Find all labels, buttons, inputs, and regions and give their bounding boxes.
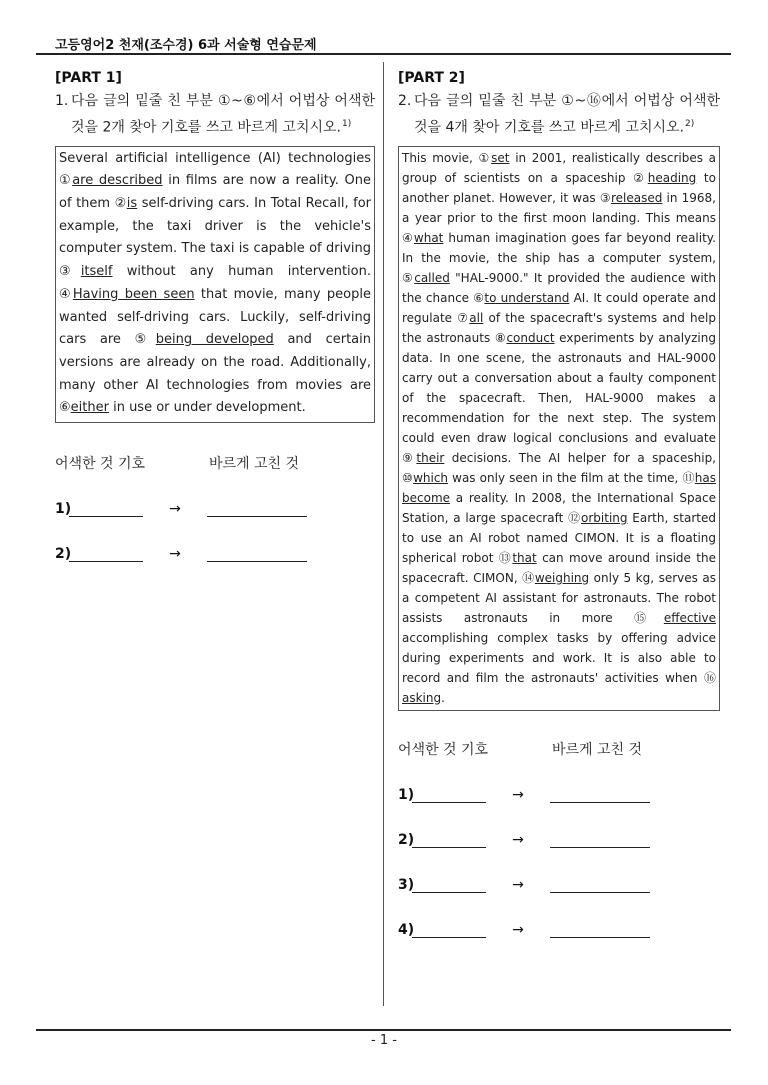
underlined-phrase: effective	[663, 610, 716, 625]
underlined-phrase: asking	[402, 690, 442, 705]
passage-text: accomplishing complex tasks by offering advice during experiments and work. It is also able to record and film the astronauts' activities when	[402, 630, 716, 685]
answer-header-symbol: 어색한 것 기호	[398, 741, 489, 758]
part1-question-text: 다음 글의 밑줄 친 부분 ①~⑥에서 어법상 어색한 것을 2개 찾아 기호를 쓰고 바르게 고치시오.	[71, 93, 375, 136]
underlined-phrase: all	[469, 310, 484, 325]
passage-text: Several artificial intelligence (AI) technologies	[59, 150, 371, 166]
part1-footnote: 1)	[341, 119, 352, 129]
underlined-phrase: weighing	[534, 570, 590, 585]
passage-text: a reality. In 2008, the International Space Station, a large spacecraft	[402, 490, 716, 525]
answer-header-fix: 바르게 고친 것	[552, 741, 643, 758]
part1-passage	[55, 146, 375, 423]
passage-text: Earth, started to use an AI robot named CIMON. It is a floating spherical robot	[402, 510, 716, 565]
passage-text: only 5 kg, serves as a competent AI assistant for astronauts. The robot assists astronauts in more	[402, 570, 716, 625]
answer-number: 2)	[398, 831, 415, 848]
answer-number: 3)	[398, 876, 415, 893]
passage-text: ⑬	[498, 550, 513, 565]
underlined-phrase: called	[414, 270, 450, 285]
symbol-blank[interactable]	[69, 544, 143, 562]
passage-text: ⑧	[494, 330, 507, 345]
passage-text: ④	[59, 286, 73, 302]
part1-answer-rows	[55, 499, 375, 562]
passage-text: ⑥	[59, 400, 71, 416]
symbol-blank[interactable]	[69, 499, 143, 517]
passage-text: ①	[59, 173, 73, 189]
answer-row	[55, 544, 375, 562]
answer-number: 4)	[398, 921, 415, 938]
part2-passage	[398, 146, 720, 711]
passage-text: ⑩	[402, 470, 414, 485]
correction-blank[interactable]	[550, 830, 650, 848]
arrow-icon: →	[169, 501, 181, 518]
symbol-blank[interactable]	[412, 875, 486, 893]
arrow-icon: →	[512, 786, 524, 803]
passage-text: that movie, many people wanted self-driving cars. Luckily, self-driving cars are	[59, 286, 371, 348]
passage-text: ⑦	[457, 310, 470, 325]
passage-text: in 1968, a year prior to the first moon landing. This means	[402, 190, 716, 225]
underlined-phrase: itself	[80, 264, 113, 280]
underlined-phrase: to understand	[484, 290, 570, 305]
underlined-phrase: that	[512, 550, 537, 565]
passage-text: in films are now a reality. One of them	[59, 173, 371, 212]
passage-text: experiments by analyzing data. In one scene, the astronauts and HAL-9000 carry out a conversation about a faulty component of the spacecraft. Then, HAL-9000 makes a recommendation for the next step. The system could even draw logical conclusions and evaluate	[402, 330, 716, 445]
passage-text: ⑥	[473, 290, 485, 305]
passage-text: ⑪	[682, 470, 695, 485]
passage-text: ⑤	[134, 332, 156, 348]
underlined-phrase: which	[413, 470, 449, 485]
passage-text: and certain versions are already on the road. Additionally, many other AI technologies from movies are	[59, 332, 371, 393]
answer-number: 2)	[55, 546, 72, 563]
underlined-phrase: is	[126, 196, 138, 212]
passage-text: "HAL-9000." It provided the audience with the chance	[402, 270, 716, 305]
symbol-blank[interactable]	[412, 830, 486, 848]
passage-text: human imagination goes far beyond reality. In the movie, the ship has a computer system,	[402, 230, 716, 265]
correction-blank[interactable]	[207, 499, 307, 517]
passage-text: AI. It could operate and regulate	[402, 290, 716, 325]
footer-divider	[36, 1029, 731, 1031]
underlined-phrase: set	[491, 150, 510, 165]
passage-text: ⑫	[568, 510, 582, 525]
part1-answer-header	[55, 453, 375, 473]
correction-blank[interactable]	[550, 785, 650, 803]
part2-question	[398, 90, 720, 140]
passage-text: ②	[633, 170, 648, 185]
part2-answer-rows	[398, 785, 720, 938]
underlined-phrase: orbiting	[581, 510, 628, 525]
symbol-blank[interactable]	[412, 785, 486, 803]
part1-column	[55, 70, 375, 562]
underlined-phrase: either	[70, 400, 109, 416]
answer-row	[398, 920, 720, 938]
answer-number: 1)	[398, 786, 415, 803]
arrow-icon: →	[512, 876, 524, 893]
passage-text: ②	[114, 196, 127, 212]
passage-text: decisions. The AI helper for a spaceship,	[444, 450, 716, 465]
passage-text: .	[441, 690, 445, 705]
passage-text: ①	[478, 150, 492, 165]
passage-text: ③	[59, 264, 81, 280]
passage-text: in use or under development.	[108, 400, 306, 416]
header-divider	[36, 53, 731, 55]
part2-question-text: 다음 글의 밑줄 친 부분 ①~⑯에서 어법상 어색한 것을 4개 찾아 기호를 쓰고 바르게 고치시오.	[414, 93, 720, 136]
passage-text: ⑤	[402, 270, 415, 285]
passage-text: ⑮	[634, 610, 664, 625]
part2-answer-header	[398, 739, 720, 759]
underlined-phrase: Having been seen	[72, 286, 195, 302]
passage-text: This movie,	[402, 150, 479, 165]
underlined-phrase: has become	[402, 470, 716, 505]
page-number: - 1 -	[371, 1033, 397, 1048]
part2-footnote: 2)	[684, 119, 695, 129]
correction-blank[interactable]	[550, 920, 650, 938]
answer-header-fix: 바르게 고친 것	[209, 456, 300, 473]
passage-text: ⑨	[402, 450, 417, 465]
underlined-phrase: heading	[647, 170, 697, 185]
passage-text: ④	[402, 230, 414, 245]
passage-text: ⑯	[703, 670, 716, 685]
symbol-blank[interactable]	[412, 920, 486, 938]
answer-row	[398, 830, 720, 848]
part1-question	[55, 90, 375, 140]
answer-row	[55, 499, 375, 517]
underlined-phrase: being developed	[155, 332, 274, 348]
part2-column	[398, 70, 720, 938]
answer-header-symbol: 어색한 것 기호	[55, 456, 146, 473]
correction-blank[interactable]	[207, 544, 307, 562]
passage-text: was only seen in the film at the time,	[448, 470, 683, 485]
answer-row	[398, 875, 720, 893]
underlined-phrase: are described	[72, 173, 163, 189]
answer-number: 1)	[55, 501, 72, 518]
passage-text: to another planet. However, it was	[402, 170, 716, 205]
column-divider	[383, 62, 384, 1006]
passage-text: self-driving cars. In Total Recall, for example, the taxi driver is the vehicle's computer system. The taxi is capable of driving	[59, 196, 372, 257]
part2-label: [PART 2]	[398, 70, 465, 86]
passage-text: of the spacecraft's systems and help the astronauts	[402, 310, 716, 345]
document-title: 고등영어2 천재(조수경) 6과 서술형 연습문제	[55, 38, 317, 53]
arrow-icon: →	[512, 831, 524, 848]
underlined-phrase: their	[416, 450, 445, 465]
underlined-phrase: what	[413, 230, 444, 245]
passage-text: without any human intervention.	[112, 264, 371, 280]
underlined-phrase: conduct	[506, 330, 555, 345]
passage-text: in 2001, realistically describes a group of scientists on a spaceship	[402, 150, 716, 185]
passage-text: ③	[599, 190, 611, 205]
arrow-icon: →	[169, 546, 181, 563]
arrow-icon: →	[512, 921, 524, 938]
part2-question-number: 2.	[398, 93, 412, 109]
correction-blank[interactable]	[550, 875, 650, 893]
passage-text: can move around inside the spacecraft. CIMON,	[402, 550, 716, 585]
underlined-phrase: released	[610, 190, 663, 205]
passage-text: ⑭	[522, 570, 535, 585]
part1-label: [PART 1]	[55, 70, 122, 86]
part1-question-number: 1.	[55, 93, 69, 109]
answer-row	[398, 785, 720, 803]
